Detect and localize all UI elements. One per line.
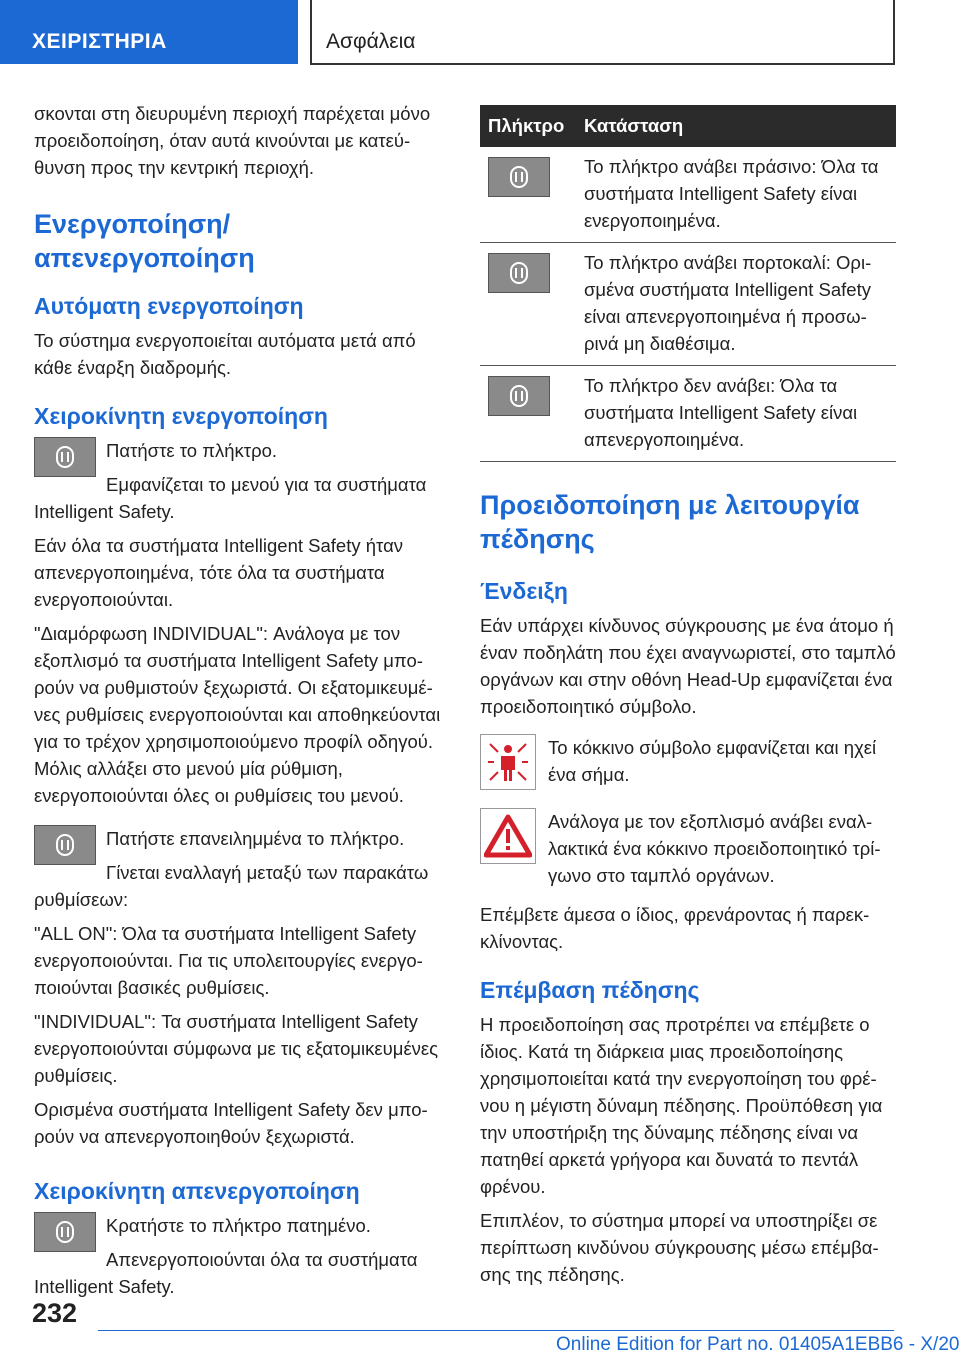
- table-cell-state: Το πλήκτρο ανάβει πράσινο: Όλα τα συστήματα Intelligent Safety είναι ενεργοποιημένα.: [576, 147, 896, 243]
- support-text: Επιπλέον, το σύστημα μπορεί να υποστηρίξει σε περίπτωση κινδύνου σύγκρουσης μέσω επέμβασης της πέδησης.: [480, 1210, 879, 1285]
- some-systems-text: Ορισμένα συστήματα Intelligent Safety δεν μπορούν να απενεργοποιηθούν ξεχωριστά.: [34, 1099, 428, 1147]
- pedestrian-warning-icon: [480, 734, 536, 790]
- warning-triangle-icon: [480, 808, 536, 864]
- table-cell-icon: [480, 147, 576, 243]
- safety-button-icon: [34, 825, 96, 865]
- table-header-row: [480, 105, 896, 147]
- heading-activation: Ενεργοποίηση/απενεργοποίηση: [34, 209, 255, 273]
- individual-setting-text: "INDIVIDUAL": Τα συστήματα Intelligent Safety ενεργοποιούνται σύμφωνα με τις εξατομικευμένες ρυθμίσεις.: [34, 1011, 439, 1086]
- individual-config-text: "Διαμόρφωση INDIVIDUAL": Ανάλογα με τον εξοπλισμό τα συστήματα Intelligent Safety μπορούν να ρυθμιστούν ξεχωριστά. Οι εξατομικευμένες ρυθμίσεις ενεργοποιούνται και αποθηκεύονται για το τρέχον χρησιμοποιούμενο προφίλ οδηγού. Μόλις αλλάξει στο μενού μία ρύθμιση, ενεργοποιούνται όλες οι ρυθμίσεις του μενού.: [34, 623, 441, 806]
- section-tab-label: ΧΕΙΡΙΣΤΗΡΙΑ: [32, 30, 167, 53]
- heading-brake-warning: Προειδοποίηση με λειτουργία πέδησης: [480, 490, 860, 554]
- header-underline: [310, 63, 895, 65]
- press-repeat-text: Πατήστε επανειλημμένα το πλήκτρο.: [106, 828, 405, 849]
- section-tab: [0, 0, 298, 64]
- triangle-text: Ανάλογα με τον εξοπλισμό ανάβει εναλλακτικά ένα κόκκινο προειδοποιητικό τρίγωνο στο ταμπλό οργάνων.: [548, 811, 881, 886]
- header-border: [893, 0, 895, 64]
- all-off-text: Εάν όλα τα συστήματα Intelligent Safety ήταν απενεργοποιημένα, τότε όλα τα συστήματα ενεργοποιούνται.: [34, 535, 404, 610]
- table-header-key: Πλήκτρο: [480, 105, 576, 147]
- menu-shown-text: Εμφανίζεται το μενού για τα συστήματα Intelligent Safety.: [34, 474, 427, 522]
- intro-paragraph: σκονται στη διευρυμένη περιοχή παρέχεται μόνο προειδοποίηση, όταν αυτά κινούνται με κατεύθυνση προς την κεντρική περιοχή.: [34, 103, 431, 178]
- safety-button-icon: [34, 1212, 96, 1252]
- table-cell-icon: [480, 243, 576, 366]
- heading-display: Ένδειξη: [480, 578, 568, 604]
- heading-manual-activation: Χειροκίνητη ενεργοποίηση: [34, 403, 328, 429]
- table-header-state: Κατάσταση: [576, 105, 896, 147]
- safety-button-icon: [488, 253, 550, 293]
- heading-brake-intervention: Επέμβαση πέδησης: [480, 977, 700, 1003]
- table-cell-state: Το πλήκτρο ανάβει πορτοκαλί: Ορισμένα συστήματα Intelligent Safety είναι απενεργοποιημένα ή προσωρινά μη διαθέσιμα.: [576, 243, 896, 366]
- heading-manual-deactivation: Χειροκίνητη απενεργοποίηση: [34, 1178, 360, 1204]
- brake-text: Η προειδοποίηση σας προτρέπει να επέμβετε ο ίδιος. Κατά τη διάρκεια μιας προειδοποίησης χρησιμοποιείται κατά την ενεργοποίηση του φρένου η μέγιστη δύναμη πέδησης. Προϋπόθεση για την υποστήριξη της δύναμης πέδησης είναι να πατηθεί αρκετά γρήγορα και δυνατά το πεντάλ φρένου.: [480, 1014, 883, 1197]
- press-key-text: Πατήστε το πλήκτρο.: [106, 440, 278, 461]
- safety-button-icon: [34, 437, 96, 477]
- heading-auto-activation: Αυτόματη ενεργοποίηση: [34, 293, 304, 319]
- left-column: [34, 100, 446, 1307]
- intervene-text: Επέμβετε άμεσα ο ίδιος, φρενάροντας ή παρεκκλίνοντας.: [480, 904, 870, 952]
- table-row: [480, 366, 896, 462]
- auto-activation-text: Το σύστημα ενεργοποιείται αυτόματα μετά από κάθε έναρξη διαδρομής.: [34, 330, 416, 378]
- toggle-text: Γίνεται εναλλαγή μεταξύ των παρακάτω ρυθμίσεων:: [34, 862, 429, 910]
- safety-button-icon: [488, 376, 550, 416]
- table-cell-icon: [480, 366, 576, 462]
- table-row: [480, 147, 896, 243]
- red-symbol-text: Το κόκκινο σύμβολο εμφανίζεται και ηχεί ένα σήμα.: [548, 737, 877, 785]
- page-title: Ασφάλεια: [326, 30, 416, 53]
- red-symbol-row: [480, 734, 896, 790]
- header-divider: [310, 0, 312, 64]
- safety-button-icon: [488, 157, 550, 197]
- footer-divider: [98, 1330, 894, 1331]
- triangle-row: [480, 808, 896, 889]
- right-column: [480, 103, 896, 1295]
- footer-edition: Online Edition for Part no. 01405A1EBB6 - X/20: [556, 1334, 960, 1355]
- all-deactivated-text: Απενεργοποιούνται όλα τα συστήματα Intelligent Safety.: [34, 1249, 418, 1297]
- all-on-text: "ALL ON": Όλα τα συστήματα Intelligent Safety ενεργοποιούνται. Για τις υπολειτουργίες ενεργοποιούνται βασικές ρυθμίσεις.: [34, 923, 423, 998]
- display-text: Εάν υπάρχει κίνδυνος σύγκρουσης με ένα άτομο ή έναν ποδηλάτη που έχει αναγνωριστεί, στο ταμπλό οργάνων και στην οθόνη Head-Up εμφανίζεται ένα προειδοποιητικό σύμβολο.: [480, 615, 896, 717]
- hold-key-text: Κρατήστε το πλήκτρο πατημένο.: [106, 1215, 371, 1236]
- table-row: [480, 243, 896, 366]
- table-cell-state: Το πλήκτρο δεν ανάβει: Όλα τα συστήματα Intelligent Safety είναι απενεργοποιημένα.: [576, 366, 896, 462]
- page-number: 232: [32, 1298, 78, 1328]
- key-status-table: [480, 105, 896, 462]
